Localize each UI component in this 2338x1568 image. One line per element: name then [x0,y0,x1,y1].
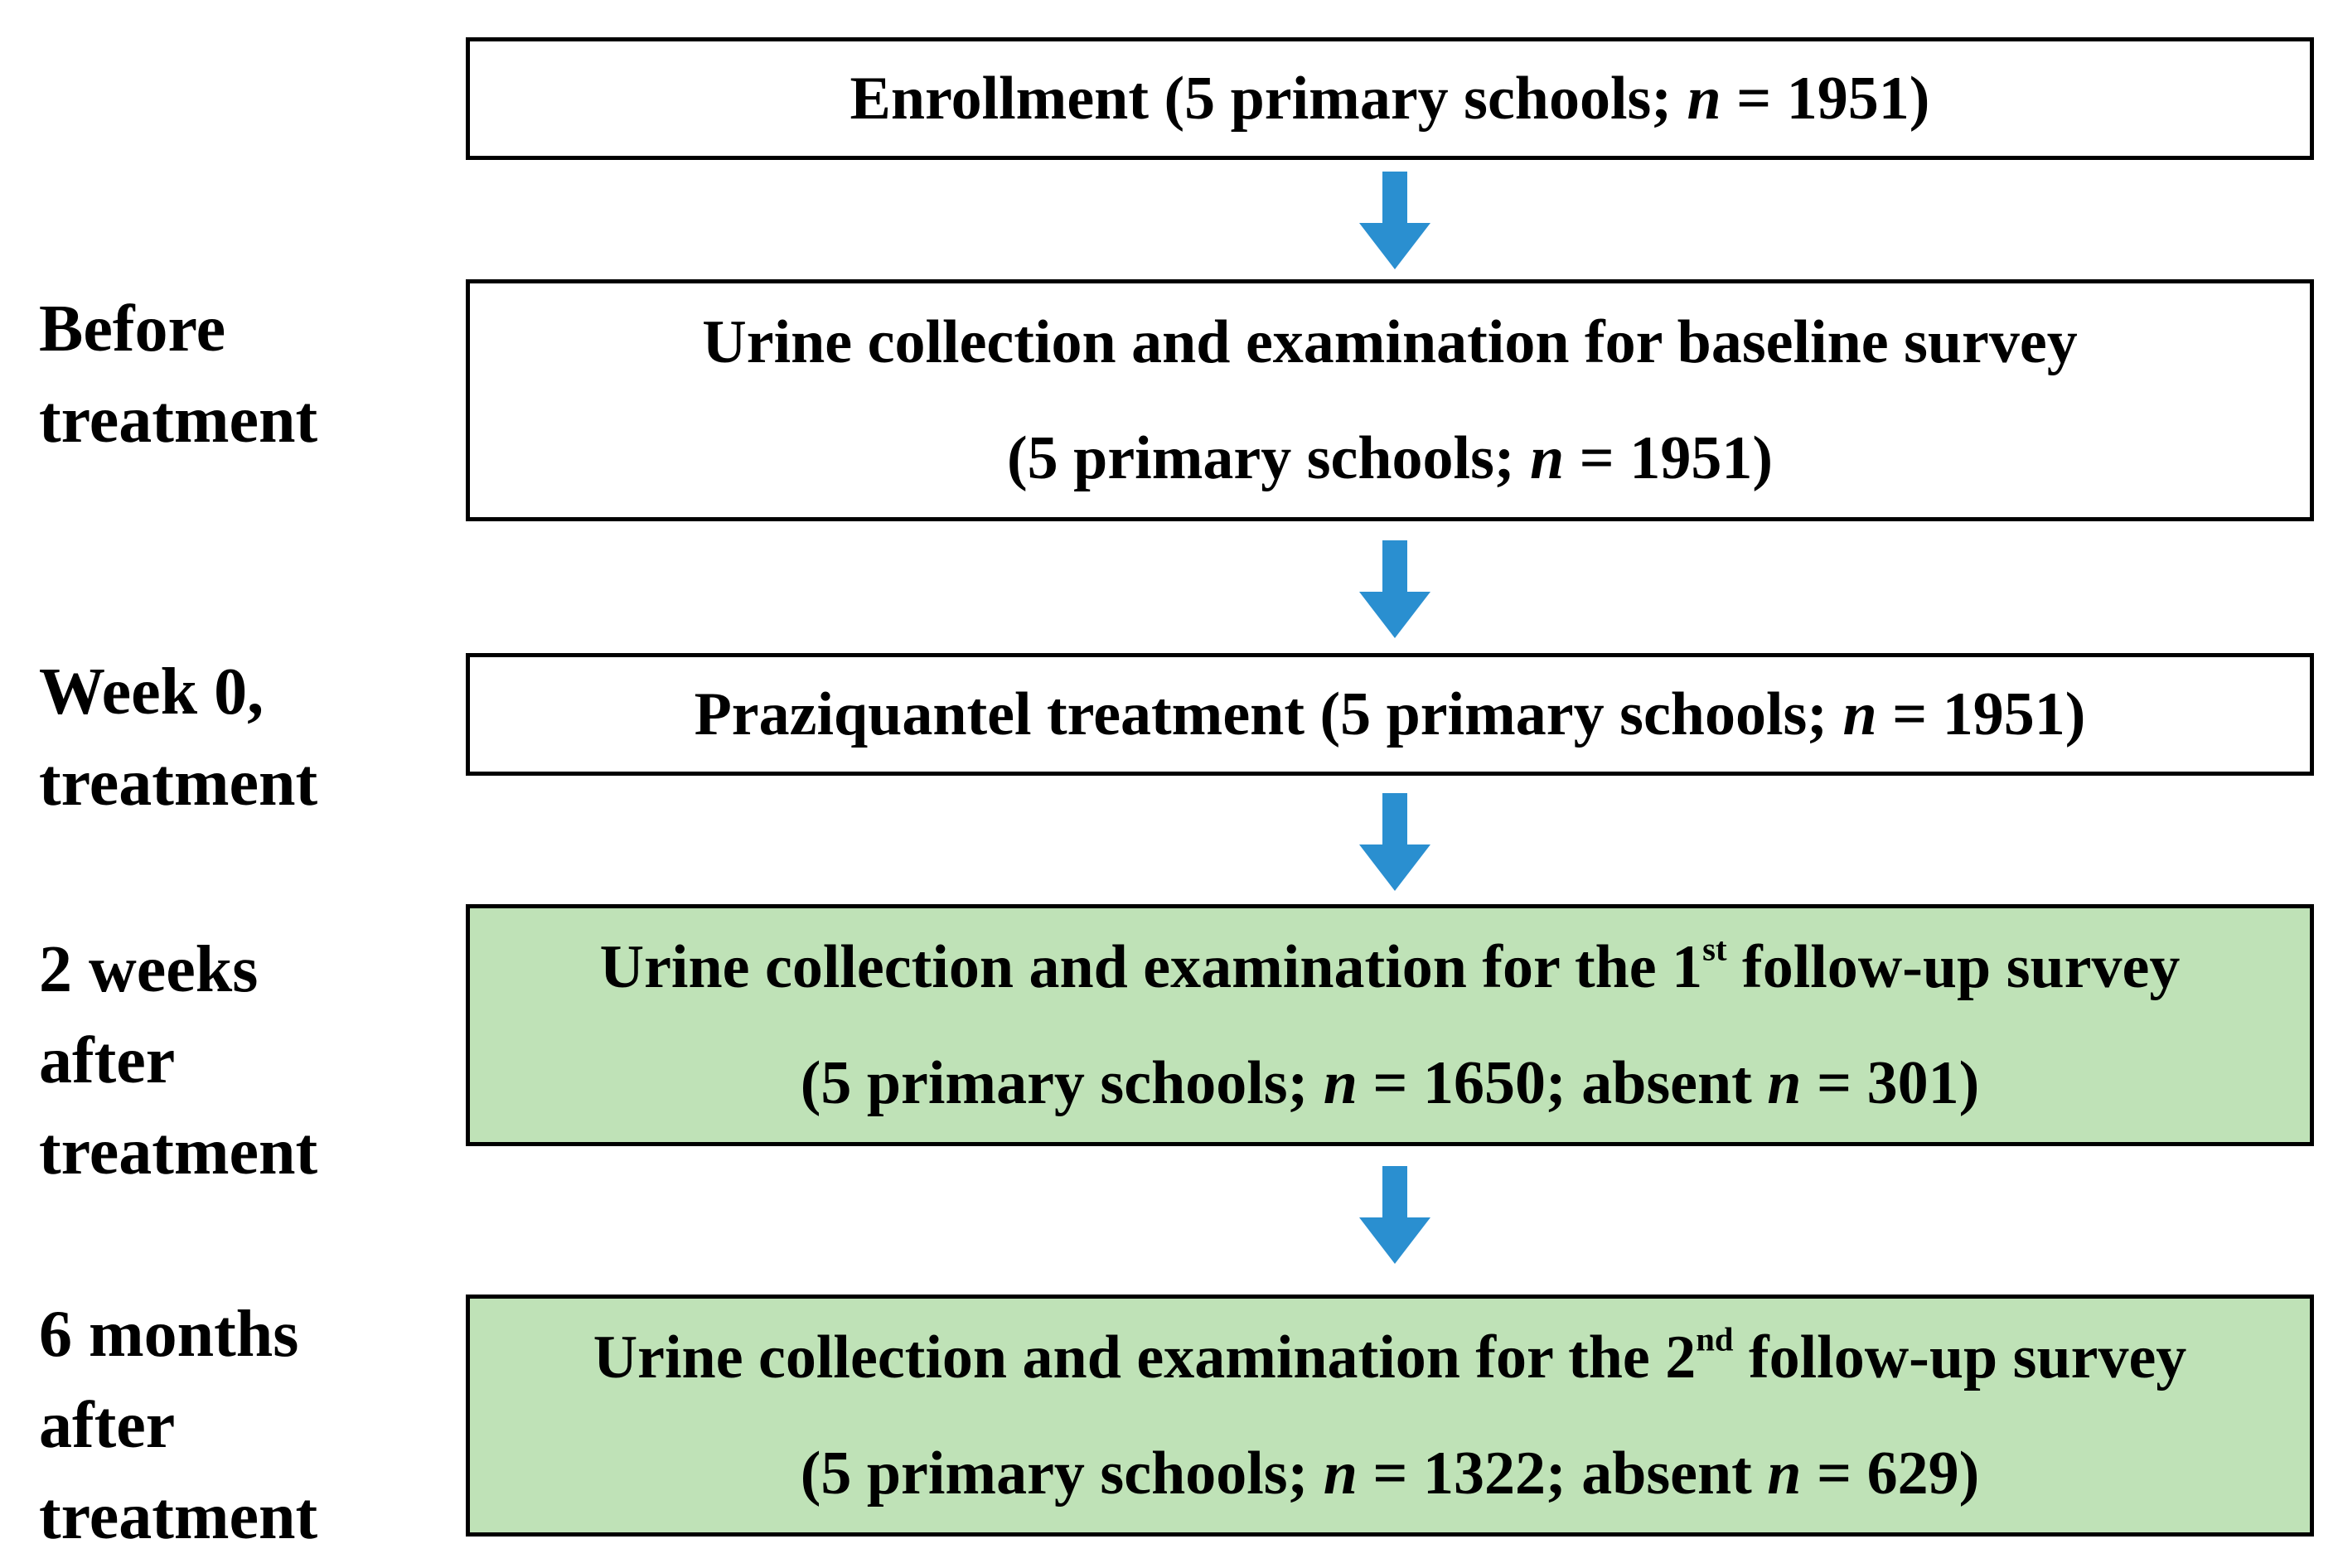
stage-label-line: after [39,1024,176,1097]
baseline-survey-box [466,279,2314,521]
stage-label-line: treatment [39,1480,318,1553]
second-follow-up-box [466,1295,2314,1537]
text-part: = 629) [1801,1440,1980,1508]
down-arrow-icon [1359,793,1430,891]
treatment-text [695,678,2086,752]
down-arrow-icon [1359,172,1430,269]
text-part: (5 primary schools; [800,1049,1324,1117]
enrollment-text [850,62,1930,136]
text-part: (5 primary schools; [1007,424,1531,492]
baseline-line-1: Urine collection and examination for baseline survey [702,308,2078,376]
stage-label-line: Week 0, [39,656,264,728]
first-follow-up-box [466,904,2314,1146]
stage-label-line: 6 months [39,1298,299,1371]
stage-label-line: 2 weeks [39,933,259,1006]
stage-label-line: after [39,1389,176,1462]
text-part: Urine collection and examination for the 2 [593,1324,1697,1391]
ordinal-suffix: nd [1696,1320,1734,1358]
stage-label-6-months-after [39,1289,317,1562]
text-part: Urine collection and examination for the 1 [599,933,1703,1001]
stage-label-line: Before [39,293,226,365]
stage-label-line: treatment [39,1116,318,1188]
stage-label-2-weeks-after [39,924,317,1198]
enrollment-box [466,37,2314,160]
n-symbol: n [1767,1049,1802,1117]
text-part: = 1322; absent [1357,1440,1768,1508]
stage-label-before-treatment [39,283,317,466]
down-arrow-icon [1359,1166,1430,1264]
followup2-line-2 [801,1416,1980,1532]
text-part: = 1951) [1876,680,2086,748]
down-arrow-icon [1359,540,1430,638]
baseline-line-2 [1007,400,1773,516]
text-part: (5 primary schools; [800,1440,1324,1508]
followup1-line-1 [600,909,2181,1025]
text-part: = 1951) [1564,424,1773,492]
stage-label-line: treatment [39,384,318,457]
text-part: follow-up survey [1726,933,2181,1001]
followup1-line-2 [801,1025,1980,1141]
n-symbol: n [1767,1440,1802,1508]
n-symbol: n [1687,64,1721,133]
n-symbol: n [1323,1049,1358,1117]
text-part: Praziquantel treatment (5 primary schools; [694,680,1843,748]
stage-label-line: treatment [39,747,318,820]
text-part: = 1650; absent [1357,1049,1768,1117]
praziquantel-treatment-box [466,653,2314,776]
text-part: Enrollment (5 primary schools; [850,64,1687,133]
n-symbol: n [1323,1440,1358,1508]
stage-label-week-0 [39,646,317,829]
text-part: follow-up survey [1733,1324,2187,1391]
followup2-line-1 [593,1299,2187,1416]
n-symbol: n [1530,424,1565,492]
n-symbol: n [1842,680,1877,748]
ordinal-suffix: st [1702,930,1727,968]
text-part: = 1951) [1721,64,1930,133]
text-part: = 301) [1801,1049,1980,1117]
